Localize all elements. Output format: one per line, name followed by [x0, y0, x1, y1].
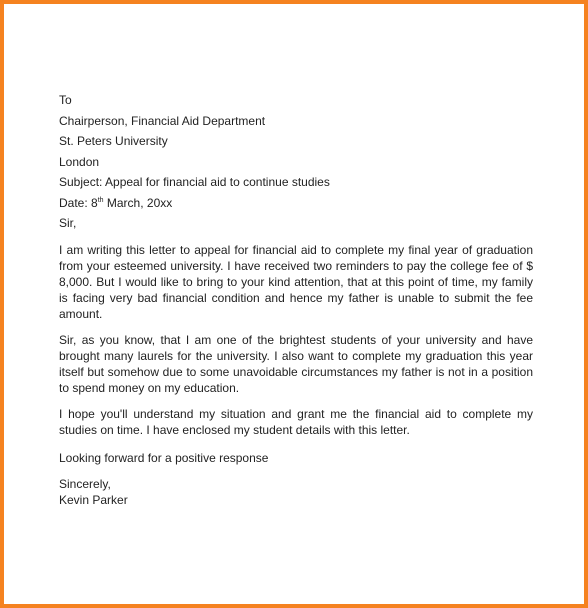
letter-body [59, 92, 533, 508]
paragraph-2: Sir, as you know, that I am one of the brightest students of your university and have brought many laurels for the university. I also want to complete my graduation this year itself but somehow due to some unavoidable circumstances my father is not in a position to spend money on my education. [59, 332, 533, 395]
paragraph-1: I am writing this letter to appeal for financial aid to complete my final year of graduation from your esteemed university. I have received two reminders to pay the college fee of $ 8,000. But I would like to bring to your kind attention, that at this point of time, my family is facing very bad financial condition and hence my father is unable to submit the fee amount. [59, 242, 533, 321]
to-line: To [59, 93, 72, 107]
date-suffix: March, 20xx [103, 195, 173, 210]
paragraph-3: I hope you'll understand my situation and grant me the financial aid to complete my studies on time. I have enclosed my student details with this letter. [59, 406, 533, 437]
date-line [59, 195, 533, 216]
city-line: London [59, 154, 100, 169]
date-ordinal: th [97, 196, 104, 204]
signature-name: Kevin Parker [59, 493, 128, 507]
subject-line: Subject: Appeal for financial aid to continue studies [59, 175, 330, 189]
date-prefix: Date: 8 [59, 195, 98, 210]
sign-off: Sincerely, [59, 477, 111, 491]
institution-name: St. Peters University [59, 134, 168, 148]
closing-line: Looking forward for a positive response [59, 450, 269, 465]
recipient-title: Chairperson, Financial Aid Department [59, 113, 266, 128]
salutation: Sir, [59, 216, 77, 230]
